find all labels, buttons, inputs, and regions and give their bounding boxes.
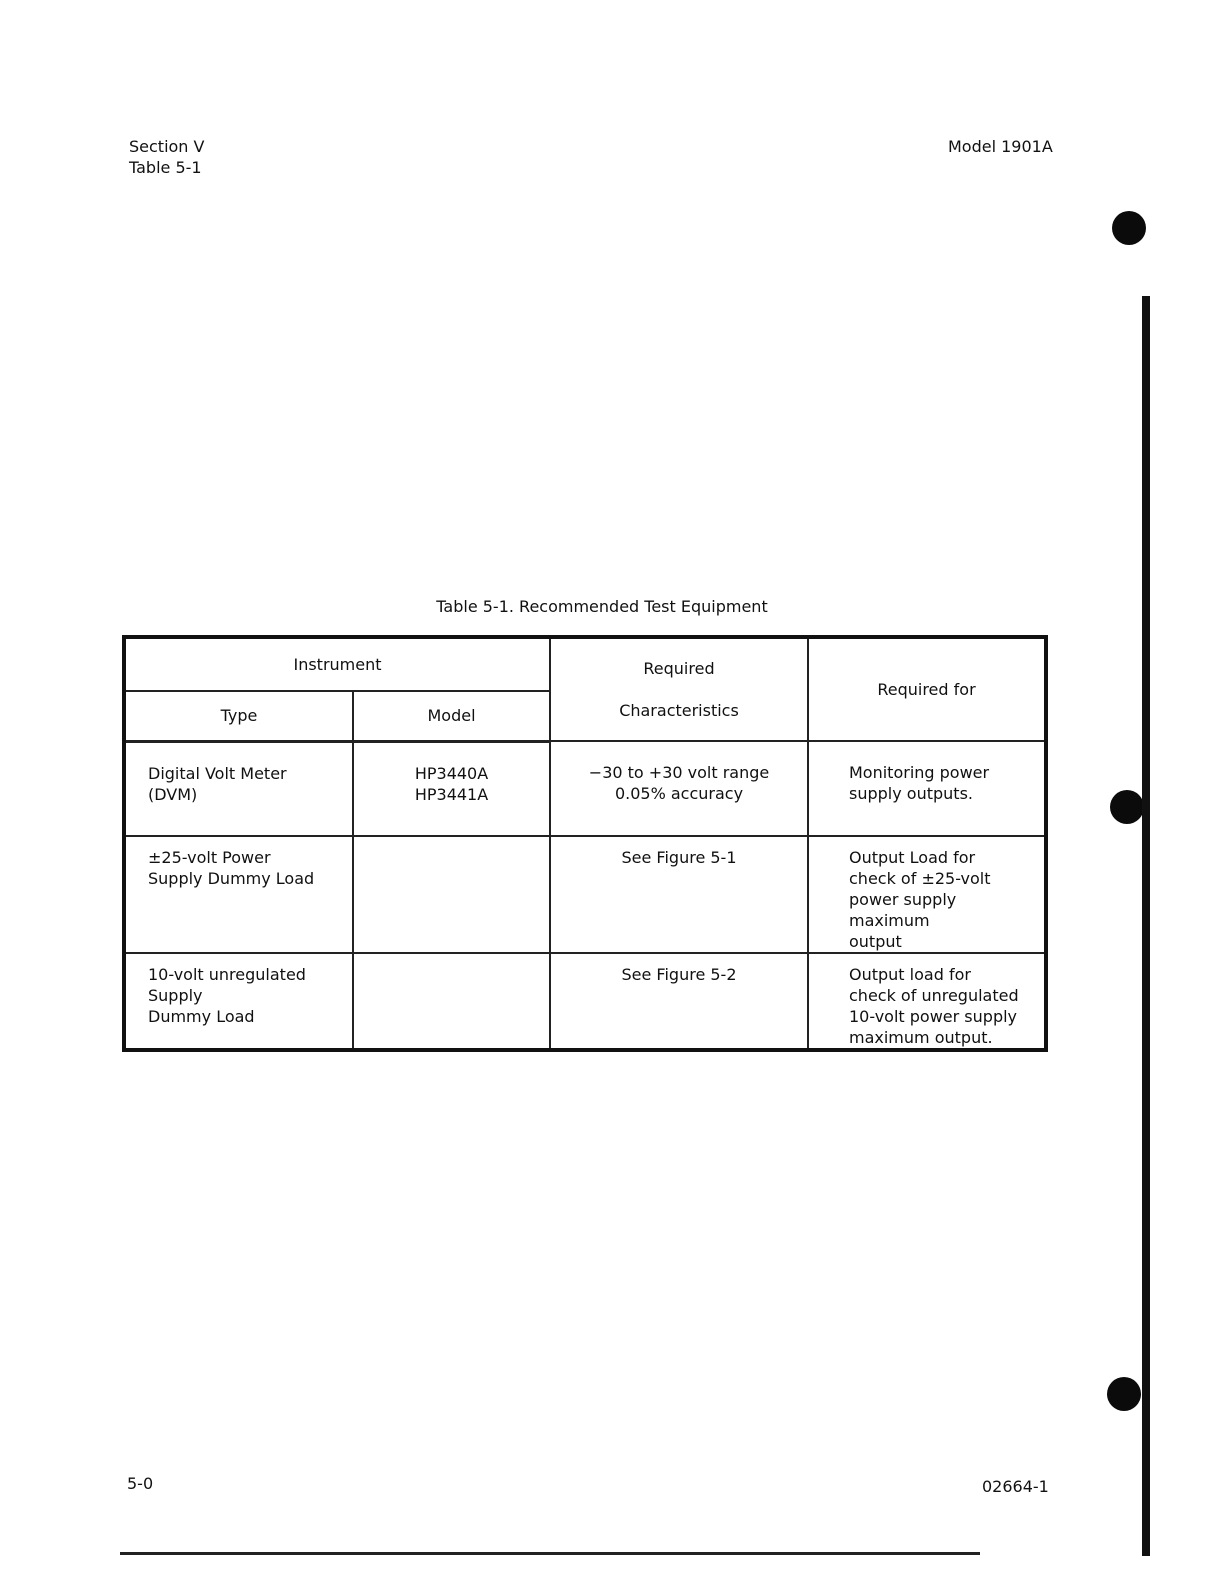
cell-line: HP3440A xyxy=(414,763,489,783)
cell-line: supply outputs. xyxy=(849,784,973,803)
cell-line: See Figure 5-2 xyxy=(621,964,737,984)
characteristics-cell xyxy=(550,953,808,1050)
cell-line: power supply maximum xyxy=(849,889,957,930)
characteristics-header xyxy=(550,637,808,741)
cell-line: See Figure 5-1 xyxy=(621,847,737,867)
cell-line: 0.05% accuracy xyxy=(614,784,744,803)
type-cell xyxy=(124,836,353,953)
required-header-line1: Required xyxy=(643,659,715,678)
page-edge-line xyxy=(1142,296,1150,1556)
characteristics-cell xyxy=(550,741,808,836)
cell-line: 10-volt power supply xyxy=(849,1006,1018,1026)
cell-line: −30 to +30 volt range xyxy=(588,763,770,782)
cell-line: Supply xyxy=(148,985,203,1005)
page-number: 5-0 xyxy=(127,1474,154,1493)
cell-line: HP3441A xyxy=(414,784,489,804)
model-cell xyxy=(353,953,550,1050)
binder-hole xyxy=(1107,1377,1141,1411)
cell-line: check of ±25-volt xyxy=(849,868,991,888)
model-header: Model xyxy=(353,691,550,741)
cell-line: (DVM) xyxy=(148,784,198,804)
table-row xyxy=(124,741,1046,836)
cell-line: Monitoring power xyxy=(849,763,990,782)
document-number: 02664-1 xyxy=(982,1477,1049,1496)
required-for-header: Required for xyxy=(808,637,1046,741)
cell-line: Output Load for xyxy=(849,847,976,867)
cell-line: Output load for xyxy=(849,964,971,984)
type-header: Type xyxy=(124,691,353,741)
type-cell xyxy=(124,741,353,836)
required-for-cell xyxy=(808,836,1046,953)
cell-line: maximum output. xyxy=(849,1027,993,1047)
table-row xyxy=(124,953,1046,1050)
model-label: Model 1901A xyxy=(948,137,1053,156)
instrument-header: Instrument xyxy=(124,637,550,691)
cell-line: 10-volt unregulated xyxy=(148,964,306,984)
cell-line: Dummy Load xyxy=(148,1006,255,1026)
bottom-rule xyxy=(120,1552,980,1555)
model-cell xyxy=(353,741,550,836)
equipment-table xyxy=(122,635,1048,1052)
binder-hole xyxy=(1110,790,1144,824)
table-caption: Table 5-1. Recommended Test Equipment xyxy=(436,597,768,616)
cell-line: check of unregulated xyxy=(849,985,1019,1005)
section-label: Section V xyxy=(129,137,205,156)
cell-line: output xyxy=(849,931,902,951)
cell-line: Supply Dummy Load xyxy=(148,868,315,888)
type-cell xyxy=(124,953,353,1050)
required-for-cell xyxy=(808,953,1046,1050)
model-cell xyxy=(353,836,550,953)
binder-hole xyxy=(1112,211,1146,245)
cell-line: ±25-volt Power xyxy=(148,847,271,867)
page-header-left xyxy=(129,136,204,178)
table-reference: Table 5-1 xyxy=(129,158,202,177)
required-for-cell xyxy=(808,741,1046,836)
table-row xyxy=(124,836,1046,953)
required-header-line2: Characteristics xyxy=(619,701,739,720)
characteristics-cell xyxy=(550,836,808,953)
cell-line: Digital Volt Meter xyxy=(148,763,287,783)
